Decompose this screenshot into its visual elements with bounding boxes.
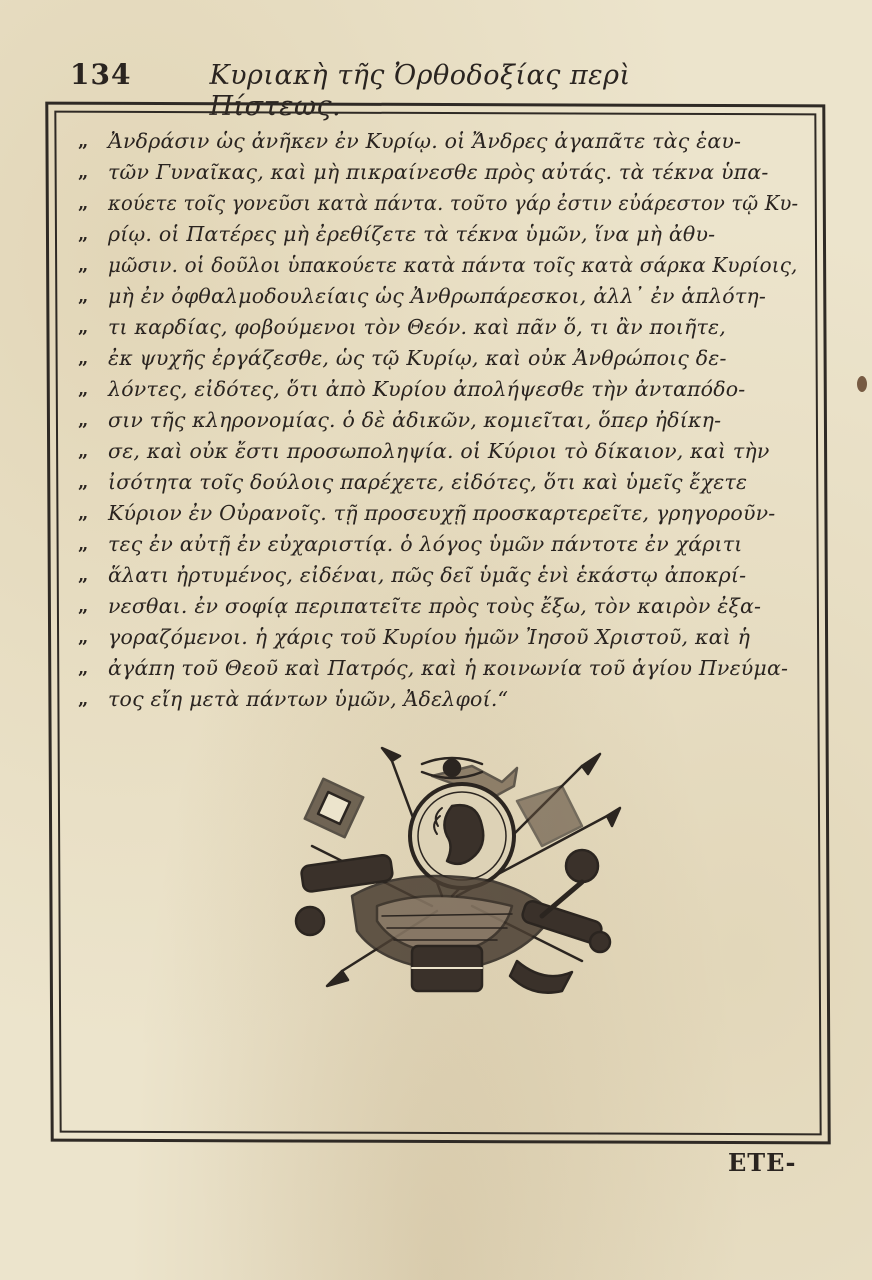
text-line [78,529,808,560]
page-number: 134 [70,58,132,91]
text-line [78,126,808,157]
quote-mark: „ [78,472,89,493]
page-head-title: Κυριακὴ τῆς Ὀρθοδοξίας περὶ Πίστεως. [209,60,631,122]
text-line [78,467,808,498]
line-text: γοραζόμενοι. ἡ χάρις τοῦ Κυρίου ἡμῶν Ἰησοῦ Χριστοῦ, καὶ ἡ [108,625,751,649]
line-text: μὴ ἐν ὀφθαλμοδουλείαις ὡς Ἀνθρωπάρεσκοι, ἀλλ᾽ ἐν ἁπλότη- [108,284,766,308]
line-text: νεσθαι. ἐν σοφίᾳ περιπατεῖτε πρὸς τοὺς ἔξω, τὸν καιρὸν ἐξα- [108,594,762,618]
quote-mark: „ [78,410,89,431]
trophy-ornament-icon [282,746,622,1006]
quote-mark: „ [78,131,89,152]
text-line [78,653,808,684]
quote-mark: „ [78,348,89,369]
quote-mark: „ [78,596,89,617]
line-text: ἐκ ψυχῆς ἐργάζεσθε, ὡς τῷ Κυρίῳ, καὶ οὐκ Ἀνθρώποις δε- [108,346,727,370]
line-text: ἀγάπη τοῦ Θεοῦ καὶ Πατρός, καὶ ἡ κοινωνία τοῦ ἁγίου Πνεύμα- [108,656,789,680]
body-text [78,126,808,715]
line-text: σε, καὶ οὐκ ἔστι προσωποληψία. οἱ Κύριοι τὸ δίκαιον, καὶ τὴν [108,439,770,463]
running-head [70,58,770,122]
text-line [78,250,808,281]
line-text: τος εἴη μετὰ πάντων ὑμῶν, Ἀδελφοί.“ [108,687,509,711]
quote-mark: „ [78,503,89,524]
line-text: μῶσιν. οἱ δοῦλοι ὑπακούετε κατὰ πάντα τοῖς κατὰ σάρκα Κυρίοις, [108,253,798,277]
quote-mark: „ [78,658,89,679]
text-line [78,591,808,622]
text-line [78,343,808,374]
text-line [78,684,808,715]
text-line [78,188,808,219]
line-text: ἰσότητα τοῖς δούλοις παρέχετε, εἰδότες, ὅτι καὶ ὑμεῖς ἔχετε [108,470,748,494]
text-line [78,281,808,312]
text-line [78,374,808,405]
line-text: λόντες, εἰδότες, ὅτι ἀπὸ Κυρίου ἀπολήψεσθε τὴν ἀνταπόδο- [108,377,746,401]
quote-mark: „ [78,193,89,214]
quote-mark: „ [78,627,89,648]
text-line [78,405,808,436]
text-line [78,312,808,343]
quote-mark: „ [78,317,89,338]
line-text: Κύριον ἐν Οὐρανοῖς. τῇ προσευχῇ προσκαρτερεῖτε, γρηγοροῦν- [108,501,776,525]
quote-mark: „ [78,689,89,710]
line-text: τες ἐν αὐτῇ ἐν εὐχαριστίᾳ. ὁ λόγος ὑμῶν πάντοτε ἐν χάριτι [108,532,743,556]
text-line [78,622,808,653]
quote-mark: „ [78,565,89,586]
line-text: ἅλατι ἠρτυμένος, εἰδέναι, πῶς δεῖ ὑμᾶς ἑνὶ ἑκάστῳ ἀποκρί- [108,563,747,587]
quote-mark: „ [78,441,89,462]
line-text: τι καρδίας, φοβούμενοι τὸν Θεόν. καὶ πᾶν ὅ, τι ἂν ποιῆτε, [108,315,726,339]
text-line [78,498,808,529]
line-text: ρίῳ. οἱ Πατέρες μὴ ἐρεθίζετε τὰ τέκνα ὑμῶν, ἵνα μὴ ἀθυ- [108,222,716,246]
paper-stain [857,376,867,392]
quote-mark: „ [78,379,89,400]
line-text: κούετε τοῖς γονεῦσι κατὰ πάντα. τοῦτο γάρ ἐστιν εὐάρεστον τῷ Κυ- [108,191,799,215]
quote-mark: „ [78,534,89,555]
quote-mark: „ [78,286,89,307]
line-text: σιν τῆς κληρονομίας. ὁ δὲ ἀδικῶν, κομιεῖται, ὅπερ ἠδίκη- [108,408,722,432]
quote-mark: „ [78,255,89,276]
catchword: ΕΤΕ- [728,1148,797,1177]
text-line [78,157,808,188]
text-line [78,219,808,250]
line-text: τῶν Γυναῖκας, καὶ μὴ πικραίνεσθε πρὸς αὐτάς. τὰ τέκνα ὑπα- [108,160,769,184]
quote-mark: „ [78,224,89,245]
quote-mark: „ [78,162,89,183]
text-line [78,560,808,591]
text-line [78,436,808,467]
line-text: Ἀνδράσιν ὡς ἀνῆκεν ἐν Κυρίῳ. οἱ Ἄνδρες ἀγαπᾶτε τὰς ἑαυ- [108,129,742,153]
